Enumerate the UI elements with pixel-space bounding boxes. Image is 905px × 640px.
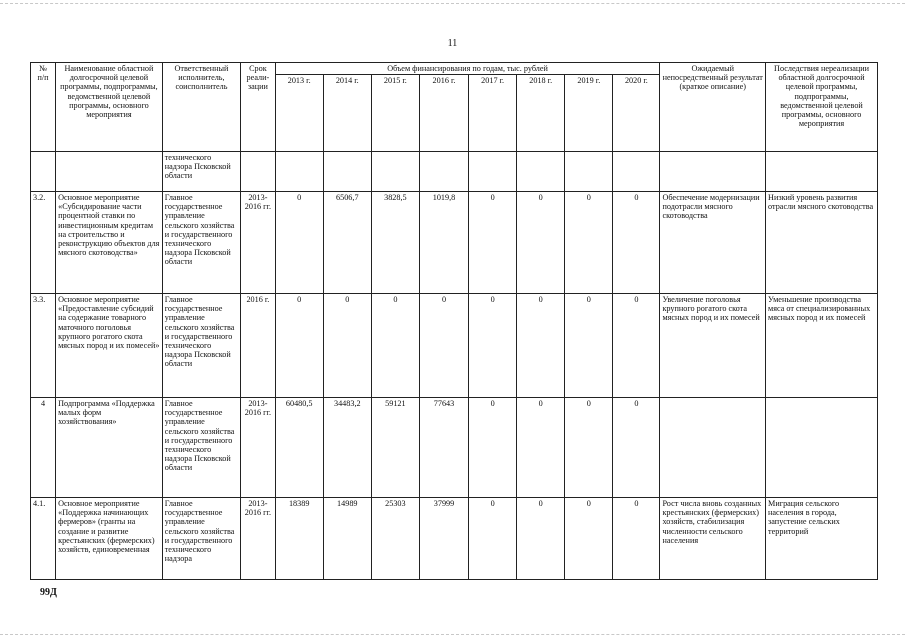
- cell-value: [517, 152, 565, 192]
- cell-value: 0: [371, 294, 419, 398]
- cell-result: [660, 152, 766, 192]
- header-num: № п/п: [31, 63, 56, 152]
- cell-value: 0: [469, 398, 517, 498]
- cell-num: 4: [31, 398, 56, 498]
- cell-consequences: Низкий уровень развития отрасли мясного скотоводства: [766, 192, 878, 294]
- cell-value: 37999: [419, 498, 468, 580]
- cell-result: Рост числа вновь созданных крестьянских (фермерских) хозяйств, стабилизация численности сельского населения: [660, 498, 766, 580]
- cell-value: 0: [323, 294, 371, 398]
- cell-value: [371, 152, 419, 192]
- cell-term: 2013-2016 гг.: [241, 498, 276, 580]
- header-year: 2017 г.: [469, 75, 517, 152]
- cell-value: 18389: [275, 498, 323, 580]
- cell-value: 0: [613, 398, 660, 498]
- footer-code: 99Д: [40, 587, 57, 598]
- header-executor: Ответственный исполнитель, соисполнитель: [162, 63, 240, 152]
- cell-name: Основное мероприятие «Предоставление субсидий на содержание товарного маточного поголовья крупного рогатого скота мясных пород и их помесей»: [56, 294, 163, 398]
- header-year: 2014 г.: [323, 75, 371, 152]
- table-row: [31, 192, 878, 294]
- scan-edge-top: [0, 3, 905, 5]
- table-row: [31, 294, 878, 398]
- scan-edge-bottom: [0, 634, 905, 636]
- cell-value: 0: [419, 294, 468, 398]
- cell-value: 0: [565, 294, 613, 398]
- cell-value: 0: [469, 498, 517, 580]
- cell-value: [275, 152, 323, 192]
- cell-value: 0: [613, 498, 660, 580]
- table-row: [31, 498, 878, 580]
- cell-value: 1019,8: [419, 192, 468, 294]
- header-term: Срок реали-зации: [241, 63, 276, 152]
- cell-term: 2013-2016 гг.: [241, 192, 276, 294]
- cell-value: 0: [613, 192, 660, 294]
- cell-value: 0: [469, 192, 517, 294]
- header-name: Наименование областной долгосрочной целевой программы, подпрограммы, ведомственной целевой программы, основного мероприятия: [56, 63, 163, 152]
- cell-value: 3828,5: [371, 192, 419, 294]
- cell-value: [613, 152, 660, 192]
- cell-term: 2016 г.: [241, 294, 276, 398]
- cell-value: 0: [565, 192, 613, 294]
- cell-value: 0: [469, 294, 517, 398]
- cell-name: Основное мероприятие «Субсидирование части процентной ставки по инвестиционным кредитам на строительство и реконструкцию объектов для мясного скотоводства»: [56, 192, 163, 294]
- table-row: [31, 398, 878, 498]
- header-row-1: [31, 63, 878, 75]
- cell-value: 59121: [371, 398, 419, 498]
- cell-value: 6506,7: [323, 192, 371, 294]
- cell-value: [419, 152, 468, 192]
- cell-value: 0: [517, 498, 565, 580]
- cell-num: 3.2.: [31, 192, 56, 294]
- cell-name: Основное мероприятие «Поддержка начинающих фермеров» (гранты на создание и развитие крестьянских (фермерских) хозяйств, единовременная: [56, 498, 163, 580]
- cell-num: 4.1.: [31, 498, 56, 580]
- funding-table: [30, 62, 878, 580]
- cell-value: 14989: [323, 498, 371, 580]
- table-row: [31, 152, 878, 192]
- cell-value: 77643: [419, 398, 468, 498]
- cell-consequences: [766, 152, 878, 192]
- cell-value: 0: [565, 498, 613, 580]
- header-year: 2019 г.: [565, 75, 613, 152]
- cell-term: [241, 152, 276, 192]
- cell-consequences: Миграция сельского населения в города, запустение сельских территорий: [766, 498, 878, 580]
- cell-name: Подпрограмма «Поддержка малых форм хозяйствования»: [56, 398, 163, 498]
- cell-value: 34483,2: [323, 398, 371, 498]
- cell-executor: Главное государственное управление сельского хозяйства и государственного технического надзора Псковской области: [162, 192, 240, 294]
- cell-executor: Главное государственное управление сельского хозяйства и государственного технического надзора: [162, 498, 240, 580]
- cell-executor: Главное государственное управление сельского хозяйства и государственного технического надзора Псковской области: [162, 398, 240, 498]
- header-year: 2015 г.: [371, 75, 419, 152]
- header-consequences: Последствия нереализации областной долгосрочной целевой программы, подпрограммы, ведомственной целевой программы, основного мероприятия: [766, 63, 878, 152]
- cell-value: 0: [517, 294, 565, 398]
- cell-consequences: Уменьшение производства мяса от специализированных мясных пород и их помесей: [766, 294, 878, 398]
- header-year: 2020 г.: [613, 75, 660, 152]
- header-result: Ожидаемый непосредственный результат (краткое описание): [660, 63, 766, 152]
- cell-value: 0: [565, 398, 613, 498]
- header-year: 2018 г.: [517, 75, 565, 152]
- cell-num: [31, 152, 56, 192]
- cell-result: [660, 398, 766, 498]
- cell-value: [323, 152, 371, 192]
- header-year: 2013 г.: [275, 75, 323, 152]
- cell-executor: технического надзора Псковской области: [162, 152, 240, 192]
- cell-value: [565, 152, 613, 192]
- cell-value: 60480,5: [275, 398, 323, 498]
- cell-consequences: [766, 398, 878, 498]
- cell-num: 3.3.: [31, 294, 56, 398]
- cell-value: 0: [517, 192, 565, 294]
- cell-term: 2013-2016 гг.: [241, 398, 276, 498]
- cell-value: 0: [275, 294, 323, 398]
- cell-value: 0: [517, 398, 565, 498]
- cell-value: 25303: [371, 498, 419, 580]
- cell-executor: Главное государственное управление сельского хозяйства и государственного технического надзора Псковской области: [162, 294, 240, 398]
- page-number: 11: [447, 38, 458, 49]
- cell-name: [56, 152, 163, 192]
- cell-value: [469, 152, 517, 192]
- cell-value: 0: [275, 192, 323, 294]
- header-funding: Объем финансирования по годам, тыс. рублей: [275, 63, 660, 75]
- header-year: 2016 г.: [419, 75, 468, 152]
- cell-result: Увеличение поголовья крупного рогатого скота мясных пород и их помесей: [660, 294, 766, 398]
- cell-result: Обеспечение модернизации подотрасли мясного скотоводства: [660, 192, 766, 294]
- cell-value: 0: [613, 294, 660, 398]
